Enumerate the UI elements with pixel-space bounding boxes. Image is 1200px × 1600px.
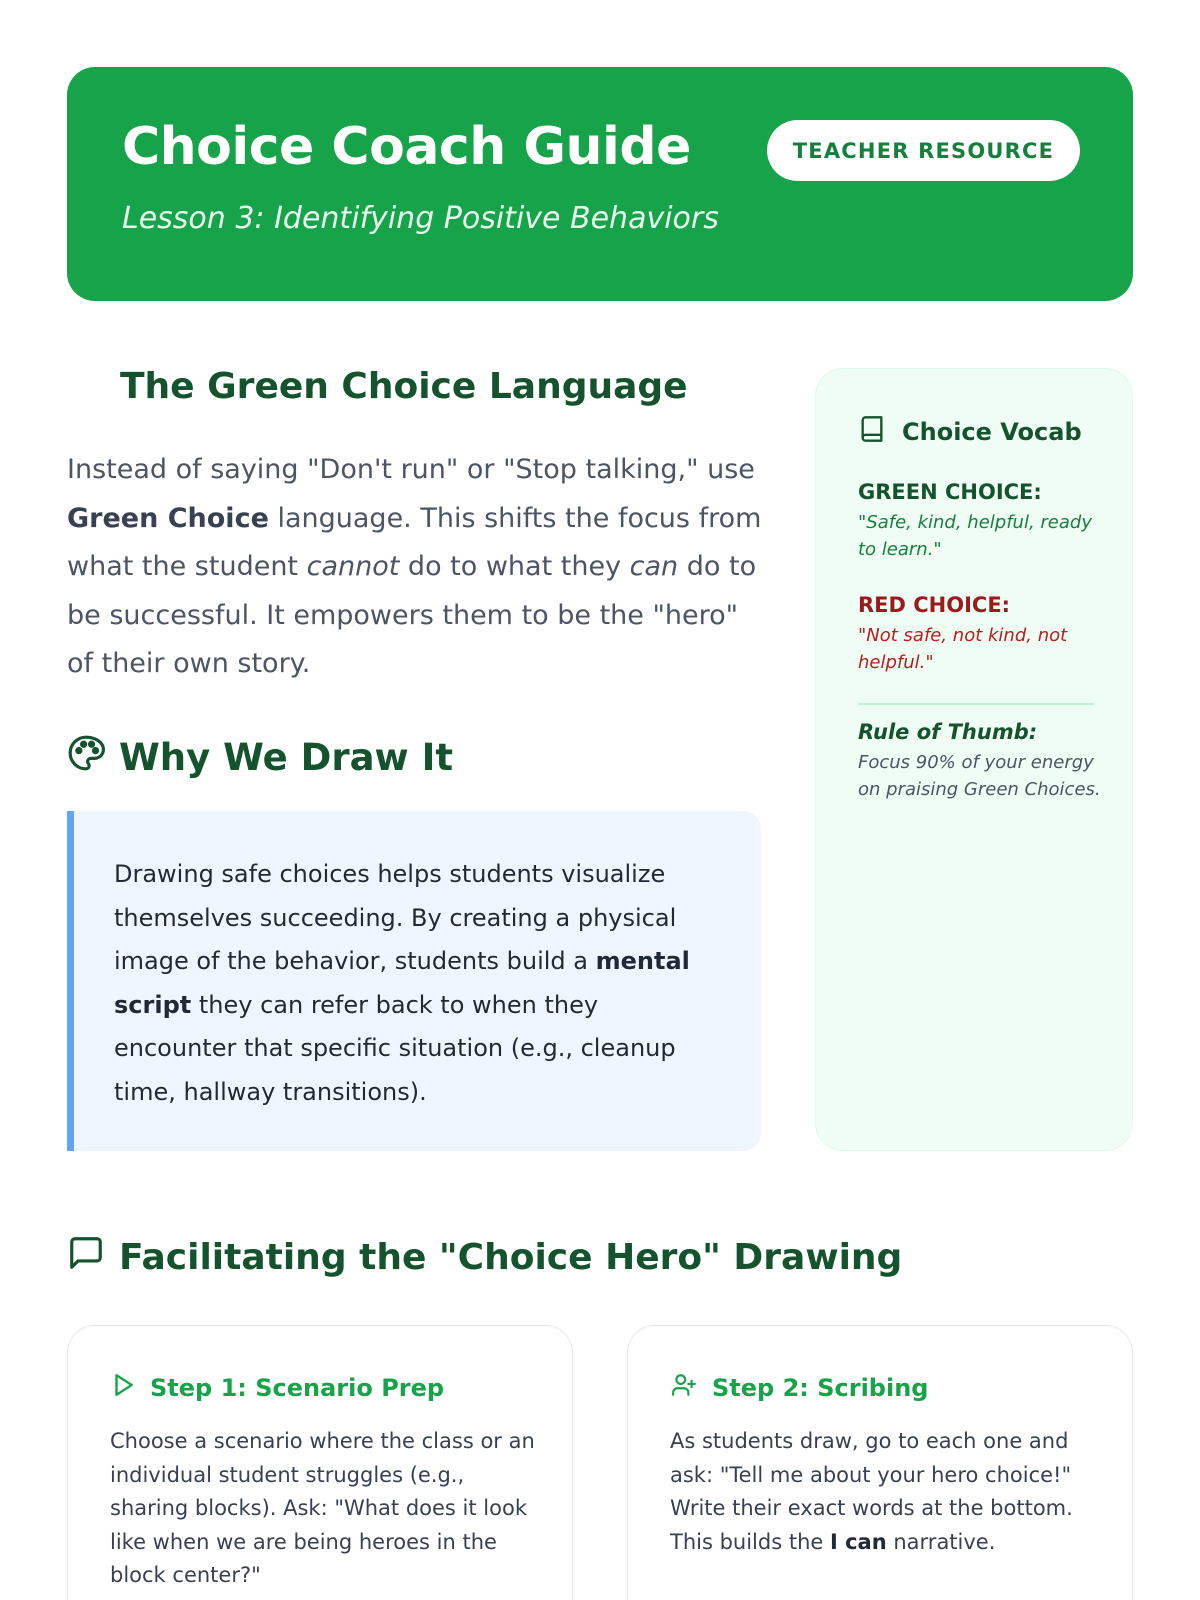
vocab-title-text: Choice Vocab: [902, 418, 1082, 446]
step-1-title: [110, 1372, 444, 1404]
step-2-title-text: Step 2: Scribing: [712, 1374, 929, 1402]
green-choice-label: GREEN CHOICE:: [858, 480, 1042, 504]
intro-text-3: do to what they: [399, 551, 630, 582]
rule-of-thumb-text: Focus 90% of your energy on praising Green Choices.: [858, 752, 1101, 800]
red-choice-definition: "Not safe, not kind, not helpful.": [858, 625, 1068, 673]
intro-em-cannot: cannot: [306, 551, 400, 582]
green-choice-paragraph: [67, 446, 767, 689]
why-callout: [67, 811, 761, 1151]
step-card-2: [627, 1325, 1133, 1600]
rule-of-thumb-label: Rule of Thumb:: [858, 720, 1038, 744]
step-card-1: [67, 1325, 573, 1600]
why-bold-mental-script: mental script: [114, 947, 690, 1019]
step-2-text-1: As students draw, go to each one and ask: "Tell me about your hero choice!" Write their exact words at the bottom. This builds the: [670, 1429, 1073, 1554]
step-2-text-2: narrative.: [886, 1529, 996, 1554]
intro-text-4: do to be successful. It empowers them to be the "hero" of their own story.: [67, 551, 757, 679]
play-icon: [110, 1372, 150, 1404]
why-heading-text: Why We Draw It: [119, 736, 454, 779]
section-heading-facilitating: [67, 1234, 902, 1281]
lesson-subtitle: Lesson 3: Identifying Positive Behaviors: [122, 201, 719, 236]
facilitating-heading-text: Facilitating the "Choice Hero" Drawing: [119, 1237, 903, 1278]
vocab-title: [858, 413, 1082, 451]
choice-vocab-panel: [815, 368, 1133, 1151]
section-heading-green-choice: [120, 366, 688, 407]
step-1-title-text: Step 1: Scenario Prep: [150, 1374, 445, 1402]
page-title: Choice Coach Guide: [122, 117, 691, 177]
section-heading-why: [67, 734, 453, 781]
book-icon: [858, 413, 902, 451]
intro-text-1: Instead of saying "Don't run" or "Stop talking," use: [67, 454, 755, 485]
why-text-1: Drawing safe choices helps students visualize themselves succeeding. By creating a physical image of the behavior, students build a: [114, 860, 677, 975]
green-choice-heading-text: The Green Choice Language: [120, 366, 688, 407]
header-banner: [67, 67, 1133, 301]
why-text-2: they can refer back to when they encounter that specific situation (e.g., cleanup time, hallway transitions).: [114, 990, 676, 1106]
intro-em-can: can: [629, 551, 679, 582]
vocab-divider: [858, 703, 1094, 705]
user-plus-icon: [670, 1372, 712, 1404]
green-choice-definition: "Safe, kind, helpful, ready to learn.": [858, 512, 1092, 560]
red-choice-label: RED CHOICE:: [858, 593, 1011, 617]
step-2-title: [670, 1372, 928, 1404]
chat-bubble-icon: [67, 1234, 119, 1281]
intro-bold-green-choice: Green Choice: [67, 502, 269, 534]
step-1-text: Choose a scenario where the class or an individual student struggles (e.g., sharing blocks). Ask: "What does it look like when we are being heroes in the block center?": [110, 1429, 535, 1587]
why-paragraph: [114, 853, 721, 1114]
step-2-text: [670, 1425, 1100, 1559]
palette-icon: [67, 734, 119, 781]
teacher-resource-badge: TEACHER RESOURCE: [767, 120, 1080, 181]
intro-text-2: language. This shifts the focus from what the student: [67, 502, 762, 582]
step-2-bold-i-can: I can: [829, 1529, 887, 1554]
